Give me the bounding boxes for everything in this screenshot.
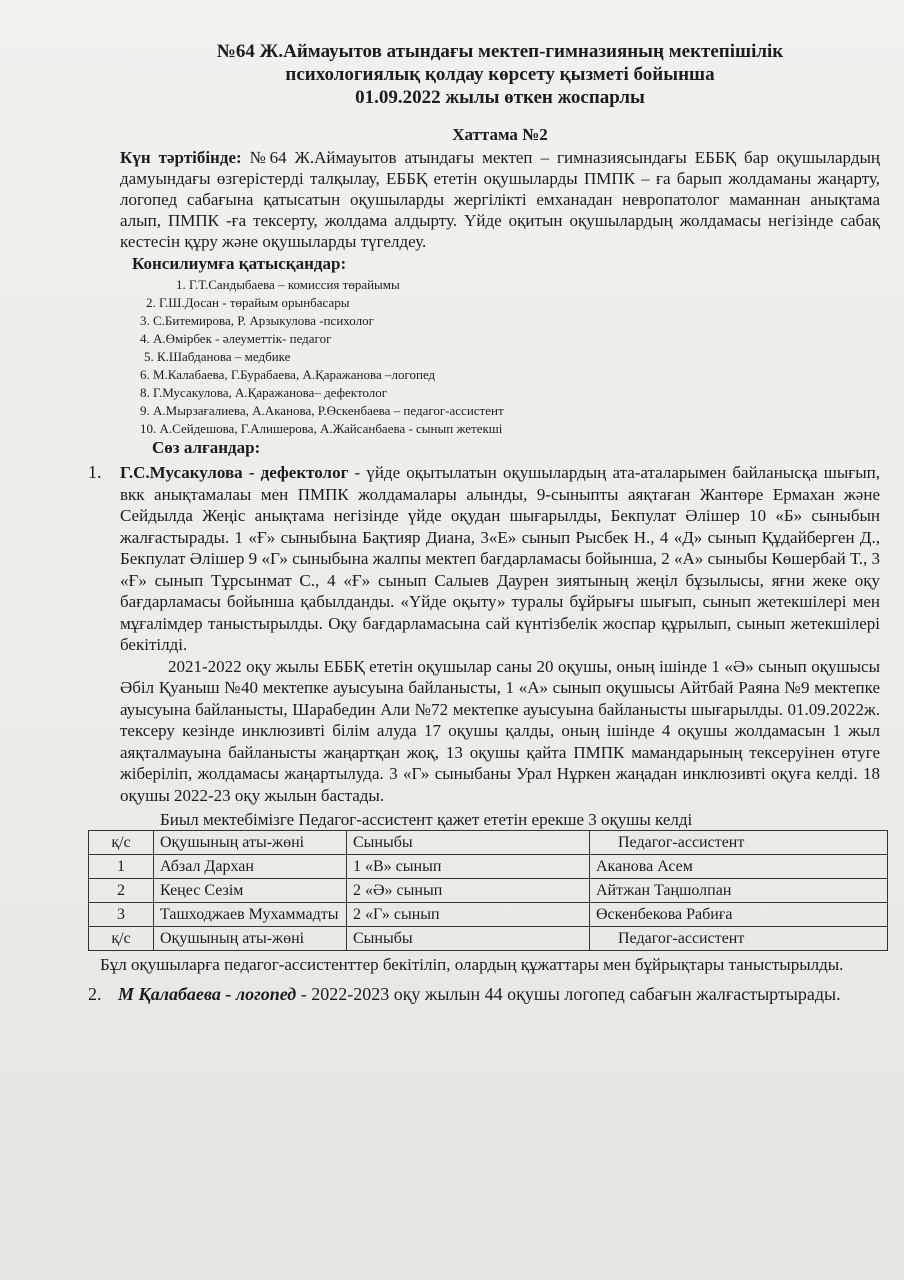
table-header-row: [89, 831, 888, 855]
speech-number: 1.: [88, 462, 102, 482]
table-cell: Ташходжаев Мухаммадты: [154, 903, 347, 927]
title-line-3: 01.09.2022 жылы өткен жоспарлы: [355, 87, 645, 108]
speakers-heading: Сөз алғандар:: [152, 438, 261, 457]
document-title: [120, 40, 880, 109]
header-cell: Оқушының аты-жөні: [154, 831, 347, 855]
table-cell: Кеңес Сезім: [154, 879, 347, 903]
speech-text: - 2022-2023 оқу жылын 44 оқушы логопед сабағын жалғастыртырады.: [296, 984, 841, 1004]
table-cell: 2: [89, 879, 154, 903]
participant-item: 8. Г.Мусакулова, А.Қаражанова– дефектолог: [140, 385, 388, 400]
participant-item: 6. М.Калабаева, Г.Бурабаева, А.Қаражанова –логопед: [140, 367, 436, 382]
speech-text: - үйде оқытылатын оқушылардың ата-аталарымен байланысқа шығып, вкк анықтамалаы мен ПМПК жолдамалары алынды, 9-сыныпты аяқтаған Жантөре Ермахан және Сейдылда Жеңіс анықтама негізінде үйде оқудан шығарылды, Бекпулат Әлішер 10 «Б» сыныбын жалғастырады. 1 «Ғ» сыныбына Бақтияр Диана, 3«Е» сынып Рысбек Н., 4 «Д» сынып Құдайберген Д., Бекпулат Әлішер 9 «Г» сыныбына жалпы мектеп бағдарламасы бойынша, 2 «А» сыныбы Көшербай Т., 3 «Ғ» сынып Тұрсынмат С., 4 «Ғ» сынып Салыев Даурен зиятының жеңіл бұзылысы, яғни жеке оқу бағдарламасы бойынша қабылданды. «Үйде оқыту» туралы бұйрығы шығып, сынып жетекшілері мен мұғалімдер таныстырылды. Оқу бағдарламасына сай күнтізбелік жоспар құрылып, сынып жетекшілері бекітілді.: [120, 463, 880, 654]
speech-speaker: Г.С.Мусакулова - дефектолог: [120, 463, 349, 482]
table-cell: 2 «Ә» сынып: [347, 879, 590, 903]
table-cell: Өскенбекова Рабиға: [590, 903, 888, 927]
protocol-title: Хаттама №2: [452, 125, 548, 144]
table-cell: 1 «В» сынып: [347, 855, 590, 879]
table-cell: Аканова Асем: [590, 855, 888, 879]
agenda-paragraph: [120, 147, 880, 252]
table-cell: Абзал Дархан: [154, 855, 347, 879]
table-cell: Айтжан Таңшолпан: [590, 879, 888, 903]
speech-paragraph-2: 2021-2022 оқу жылы ЕББҚ ететін оқушылар саны 20 оқушы, оның ішінде 1 «Ә» сынып оқушысы Әбіл Қуаныш №40 мектепке ауысуына байланысты, 1 «А» сынып оқушысы Айтбай Раяна №9 мектепке ауысуына байланысты, Шарабедин Али №72 мектепке ауысуына байланысты шығарылды. 01.09.2022ж. тексеру кезінде инклюзивті білім алуда 17 оқушы қалды, оның ішінде 4 оқушы жолдамасын 1 жыл аяқталмауына байланысты жаңартқан жоқ, 13 оқушы қайта ПМПК мамандарының тексеруінен өтуге жіберіліп, жолдамасы жаңартылуда. 3 «Г» сыныбаны Урал Нұркен жаңадан инклюзивті оқуға келді. 18 оқушы 2022-23 оқу жылын бастады.: [120, 656, 880, 805]
participant-item: 9. А.Мырзағалиева, А.Аканова, Р.Өскенбаева – педагог-ассистент: [140, 403, 504, 418]
participant-item: 5. К.Шабданова – медбике: [144, 349, 291, 364]
header-cell: қ/с: [89, 831, 154, 855]
footer-cell: қ/с: [89, 927, 154, 951]
table-row: [89, 903, 888, 927]
participant-item: 10. А.Сейдешова, Г.Алишерова, А.Жайсанбаева - сынып жетекші: [140, 421, 503, 436]
title-line-2: психологиялық қолдау көрсету қызметі бойынша: [285, 64, 715, 85]
agenda-label: Күн тәртібінде:: [120, 148, 242, 167]
title-line-1: №64 Ж.Аймауытов атындағы мектеп-гимназияның мектепішілік: [216, 41, 784, 62]
speech-speaker: М Қалабаева - логопед: [118, 984, 297, 1004]
table-cell: 2 «Г» сынып: [347, 903, 590, 927]
header-cell: Педагог-ассистент: [590, 831, 888, 855]
footer-cell: Сыныбы: [347, 927, 590, 951]
table-caption: Биыл мектебімізге Педагог-ассистент қажет ететін ерекше 3 оқушы келді: [160, 810, 693, 829]
header-cell: Сыныбы: [347, 831, 590, 855]
participants-list: [140, 276, 880, 438]
table-row: [89, 879, 888, 903]
after-table-paragraph: Бұл оқушыларға педагог-ассистенттер бекітіліп, олардың құжаттары мен бұйрықтары таныстырылды.: [100, 955, 844, 974]
footer-cell: Педагог-ассистент: [590, 927, 888, 951]
speech-number: 2.: [88, 984, 102, 1004]
participant-item: 1. Г.Т.Сандыбаева – комиссия төрайымы: [176, 277, 400, 292]
table-footer-row: [89, 927, 888, 951]
participant-item: 3. С.Битемирова, Р. Арзыкулова -психолог: [140, 313, 374, 328]
footer-cell: Оқушының аты-жөні: [154, 927, 347, 951]
participants-heading: Консилиумға қатысқандар:: [132, 254, 347, 273]
assistant-table: [88, 830, 888, 951]
table-cell: 1: [89, 855, 154, 879]
table-row: [89, 855, 888, 879]
speech-item-1: [88, 462, 880, 656]
table-cell: 3: [89, 903, 154, 927]
participant-item: 2. Г.Ш.Досан - төрайым орынбасары: [146, 295, 350, 310]
speech-item-2: [88, 983, 880, 1005]
participant-item: 4. А.Өмірбек - әлеуметтік- педагог: [140, 331, 332, 346]
agenda-text: №64 Ж.Аймауытов атындағы мектеп – гимназиясындағы ЕББҚ бар оқушылардың дамуындағы өзгерістерді талқылау, ЕББҚ ететін оқушыларды ПМПК – ға барып жолдаманы жаңарту, логопед сабағына қатысатын оқушыларды жергілікті емханадан невропатолог маманнан анықтама алып, ПМПК -ға тексерту, жолдама алдырту. Үйде оқитын оқушылардың жолдамасы негізінде сабақ кестесін құру және оқушыларды түгелдеу.: [120, 148, 880, 251]
